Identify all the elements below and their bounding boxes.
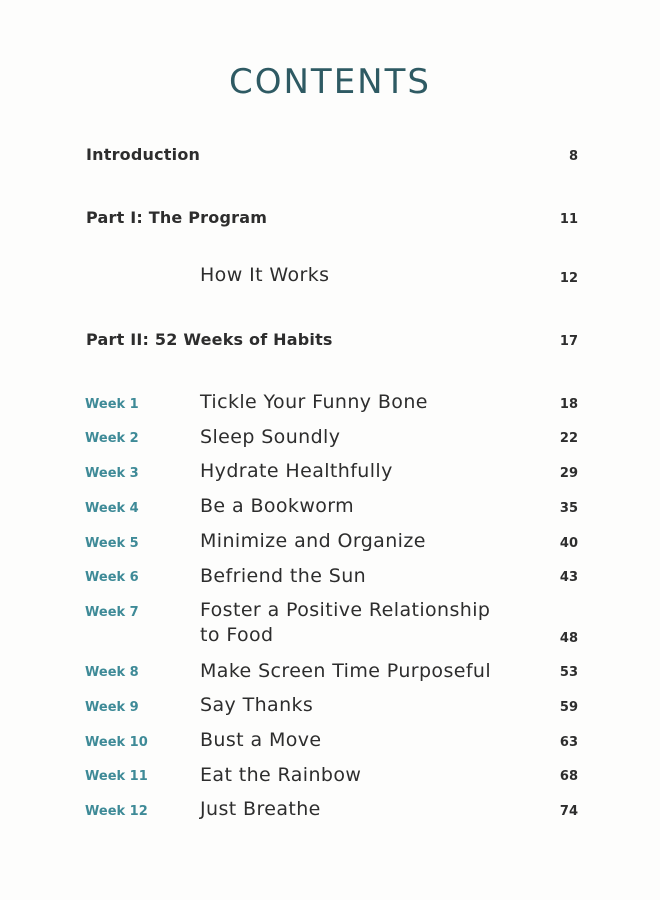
toc-week-title: Befriend the Sun [200, 565, 367, 587]
toc-week-label: Week 3 [85, 466, 139, 481]
toc-week-title: Bust a Move [200, 729, 322, 751]
toc-week-page: 40 [559, 536, 578, 551]
toc-week-label: Week 10 [85, 735, 148, 750]
toc-week-page: 74 [559, 804, 578, 819]
toc-week-page: 63 [559, 735, 578, 750]
toc-week-page: 59 [559, 700, 578, 715]
toc-week-title: Eat the Rainbow [200, 764, 362, 786]
toc-week-page: 53 [559, 665, 578, 680]
toc-part1-page: 11 [559, 212, 578, 227]
toc-week-page: 68 [559, 769, 578, 784]
toc-week-label: Week 2 [85, 431, 139, 446]
toc-part2-page: 17 [559, 334, 578, 349]
toc-week-label: Week 5 [85, 536, 139, 551]
toc-week-label: Week 1 [85, 397, 139, 412]
toc-week-page: 29 [559, 466, 578, 481]
toc-how-it-works-label: How It Works [200, 264, 330, 286]
toc-week-title: Hydrate Healthfully [200, 460, 393, 482]
toc-week-title-line1: Foster a Positive Relationship [200, 599, 491, 621]
toc-week-label: Week 7 [85, 605, 139, 620]
toc-week-title: Minimize and Organize [200, 530, 426, 552]
toc-week-title: Make Screen Time Purposeful [200, 660, 492, 682]
toc-part1-label: Part I: The Program [86, 208, 268, 227]
toc-week-page: 48 [559, 631, 578, 646]
toc-week-page: 22 [559, 431, 578, 446]
toc-week-title: Say Thanks [200, 694, 314, 716]
toc-week-title: Sleep Soundly [200, 426, 341, 448]
toc-week-label: Week 4 [85, 501, 139, 516]
toc-introduction-page: 8 [568, 149, 578, 164]
toc-part2-label: Part II: 52 Weeks of Habits [86, 330, 333, 349]
toc-week-title: Be a Bookworm [200, 495, 355, 517]
toc-week-label: Week 12 [85, 804, 148, 819]
toc-how-it-works-page: 12 [559, 271, 578, 286]
toc-week-label: Week 8 [85, 665, 139, 680]
toc-week-label: Week 9 [85, 700, 139, 715]
toc-week-title: Just Breathe [200, 798, 321, 820]
toc-week-page: 43 [559, 570, 578, 585]
toc-introduction-label: Introduction [86, 145, 201, 164]
toc-week-page: 18 [559, 397, 578, 412]
toc-week-title: Tickle Your Funny Bone [200, 391, 428, 413]
toc-week-title-line2: to Food [200, 624, 274, 646]
toc-week-page: 35 [559, 501, 578, 516]
page-title: CONTENTS [229, 62, 431, 102]
toc-week-label: Week 6 [85, 570, 139, 585]
toc-week-label: Week 11 [85, 769, 148, 784]
